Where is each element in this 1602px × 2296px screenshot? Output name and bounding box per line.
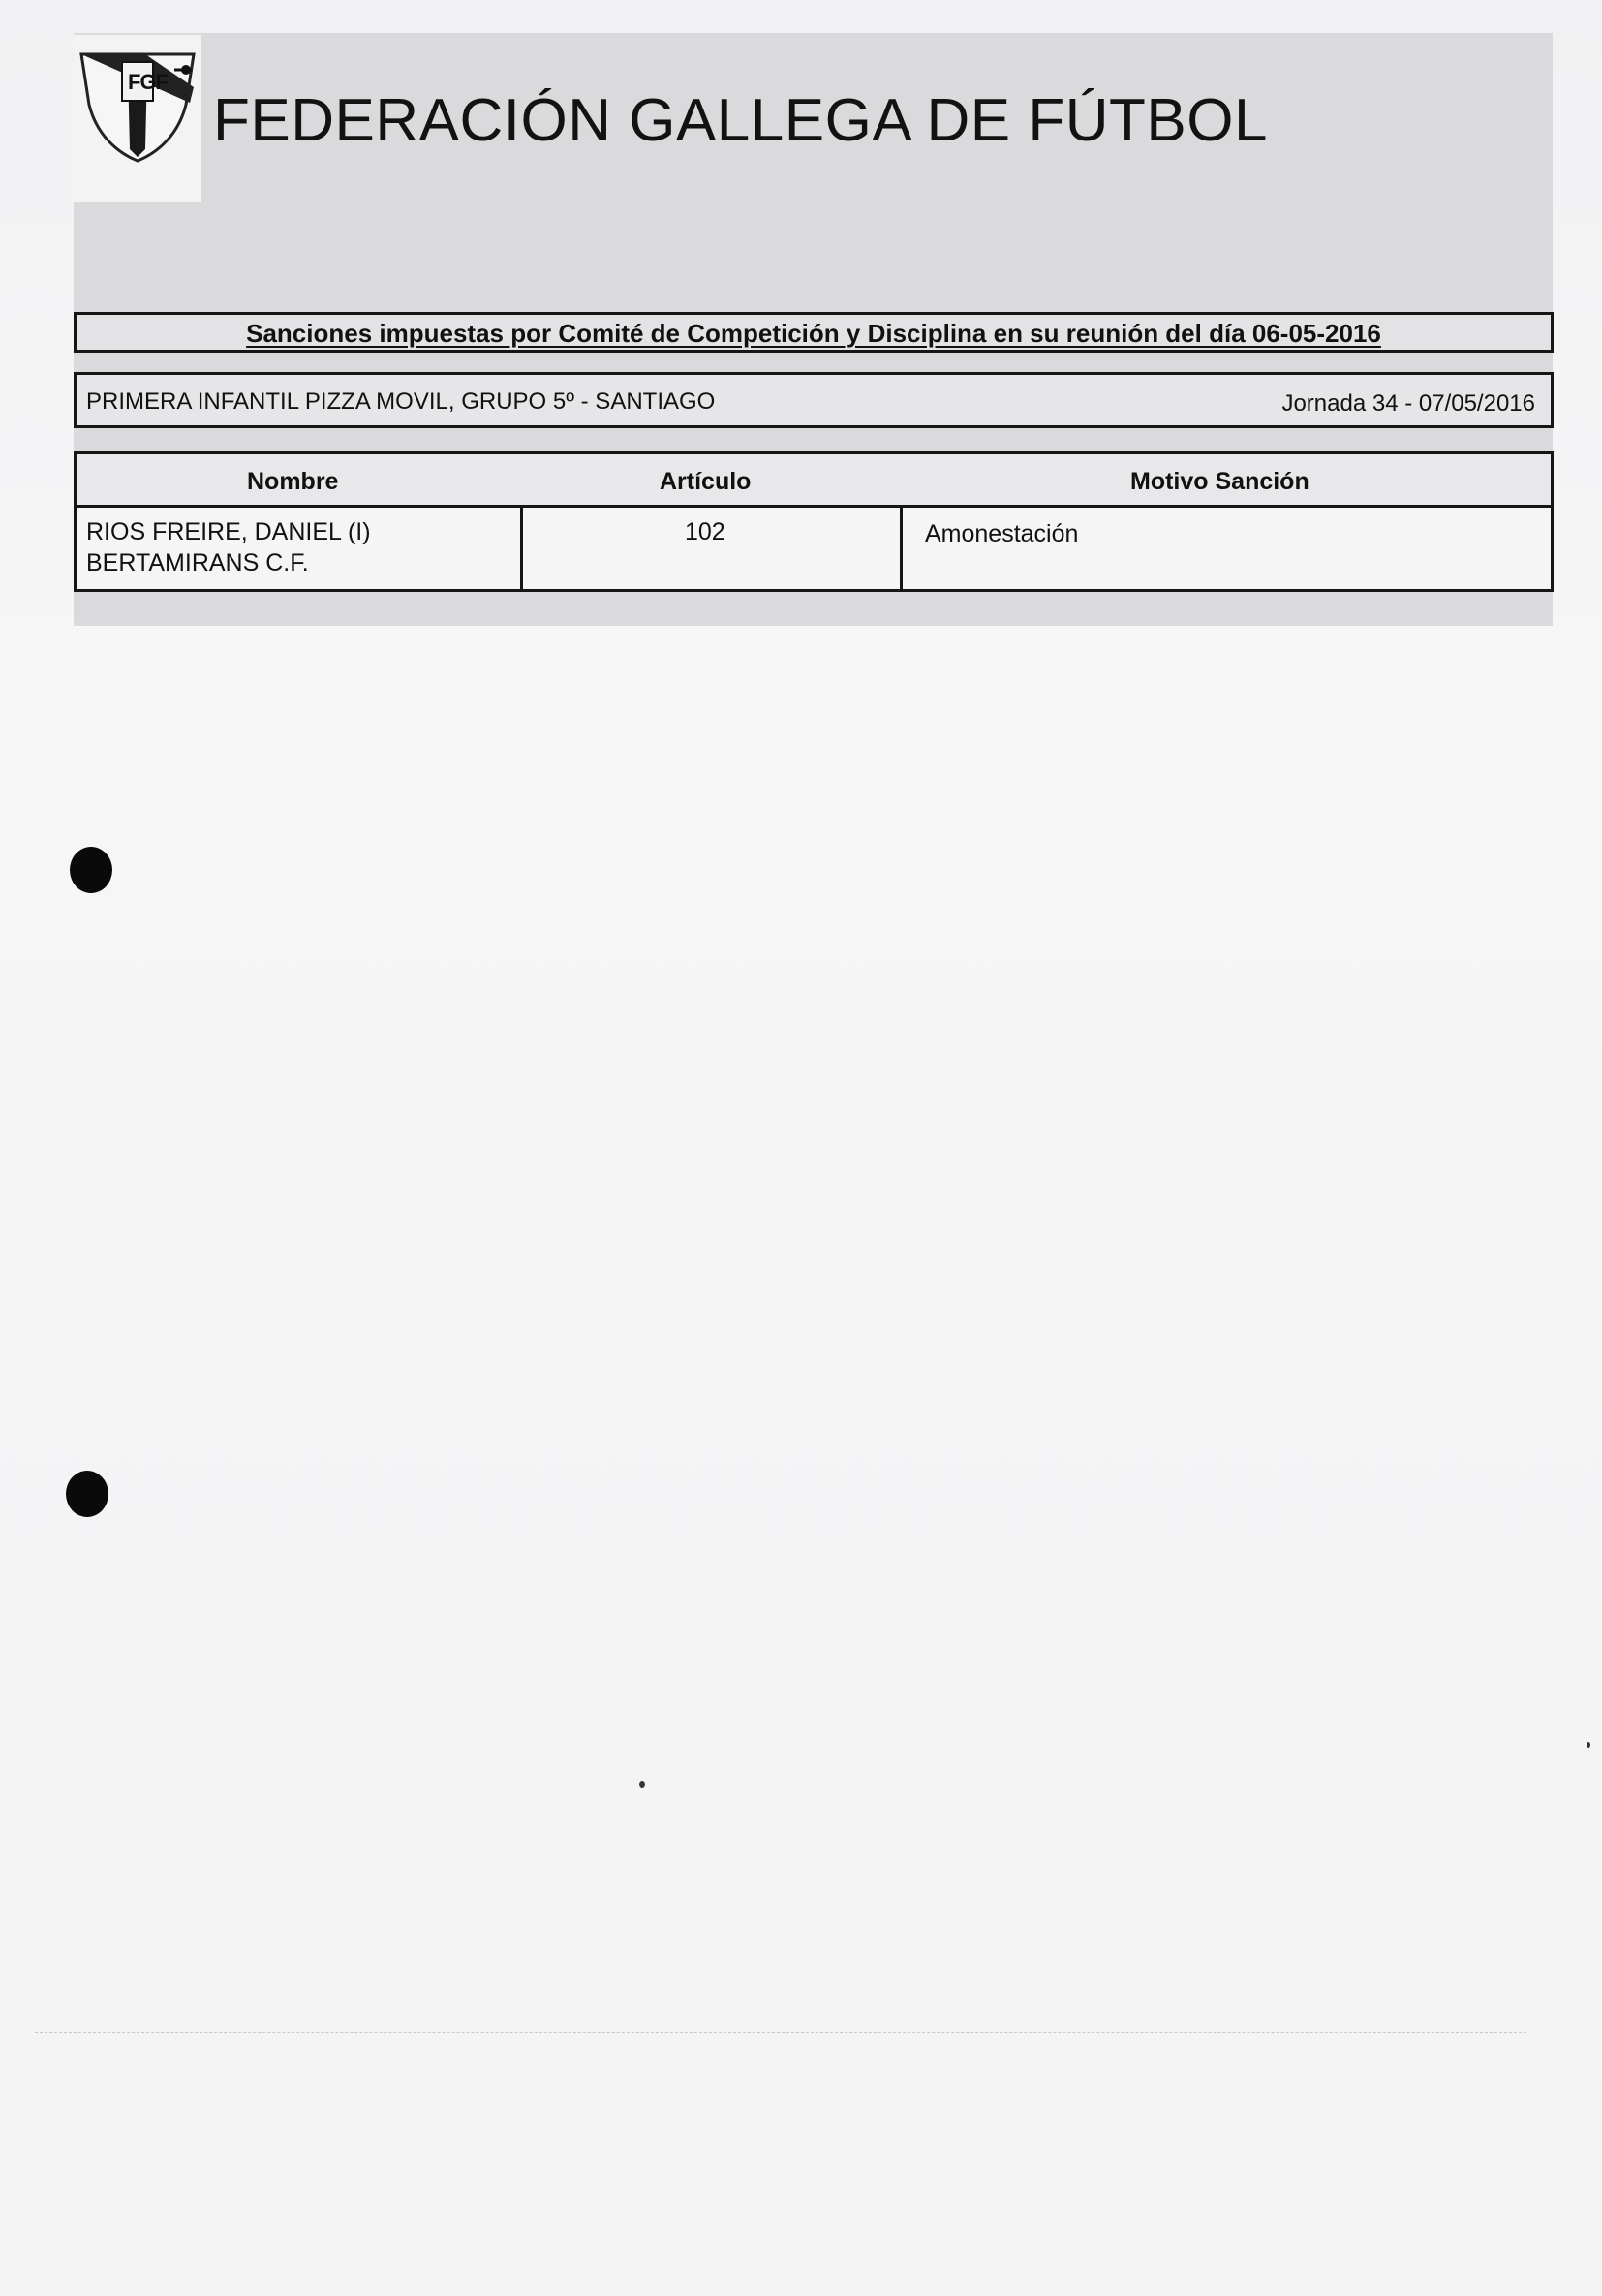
table-row (77, 508, 1551, 589)
competition-name: PRIMERA INFANTIL PIZZA MOVIL, GRUPO 5º - SANTIAGO (86, 388, 716, 415)
article-number: 102 (685, 518, 725, 545)
sanctions-title: Sanciones impuestas por Comité de Competición y Disciplina en su reunión del día 06-05-2016 (246, 319, 1381, 348)
player-club: BERTAMIRANS C.F. (86, 549, 309, 576)
speck-mark (1587, 1742, 1590, 1748)
fgf-shield-logo-icon (77, 48, 198, 165)
header-reason: Motivo Sanción (1130, 468, 1309, 495)
logo-text: FGF (128, 70, 168, 94)
header-name: Nombre (247, 468, 339, 495)
player-name: RIOS FREIRE, DANIEL (I) (86, 518, 371, 545)
column-divider (900, 508, 903, 589)
header-article: Artículo (660, 468, 752, 495)
punch-hole-mark (70, 847, 112, 893)
sanction-reason: Amonestación (925, 520, 1079, 547)
jornada-label: Jornada 34 - 07/05/2016 (1281, 390, 1535, 417)
sanctions-title-box (74, 312, 1554, 353)
faint-divider (35, 2032, 1526, 2034)
punch-hole-mark (66, 1471, 108, 1517)
federation-title: FEDERACIÓN GALLEGA DE FÚTBOL (213, 87, 1268, 154)
competition-box (74, 372, 1554, 428)
logo-container (74, 35, 201, 202)
speck-mark (639, 1781, 645, 1788)
table-header (77, 454, 1551, 508)
column-divider (520, 508, 523, 589)
sanctions-table (74, 451, 1554, 592)
